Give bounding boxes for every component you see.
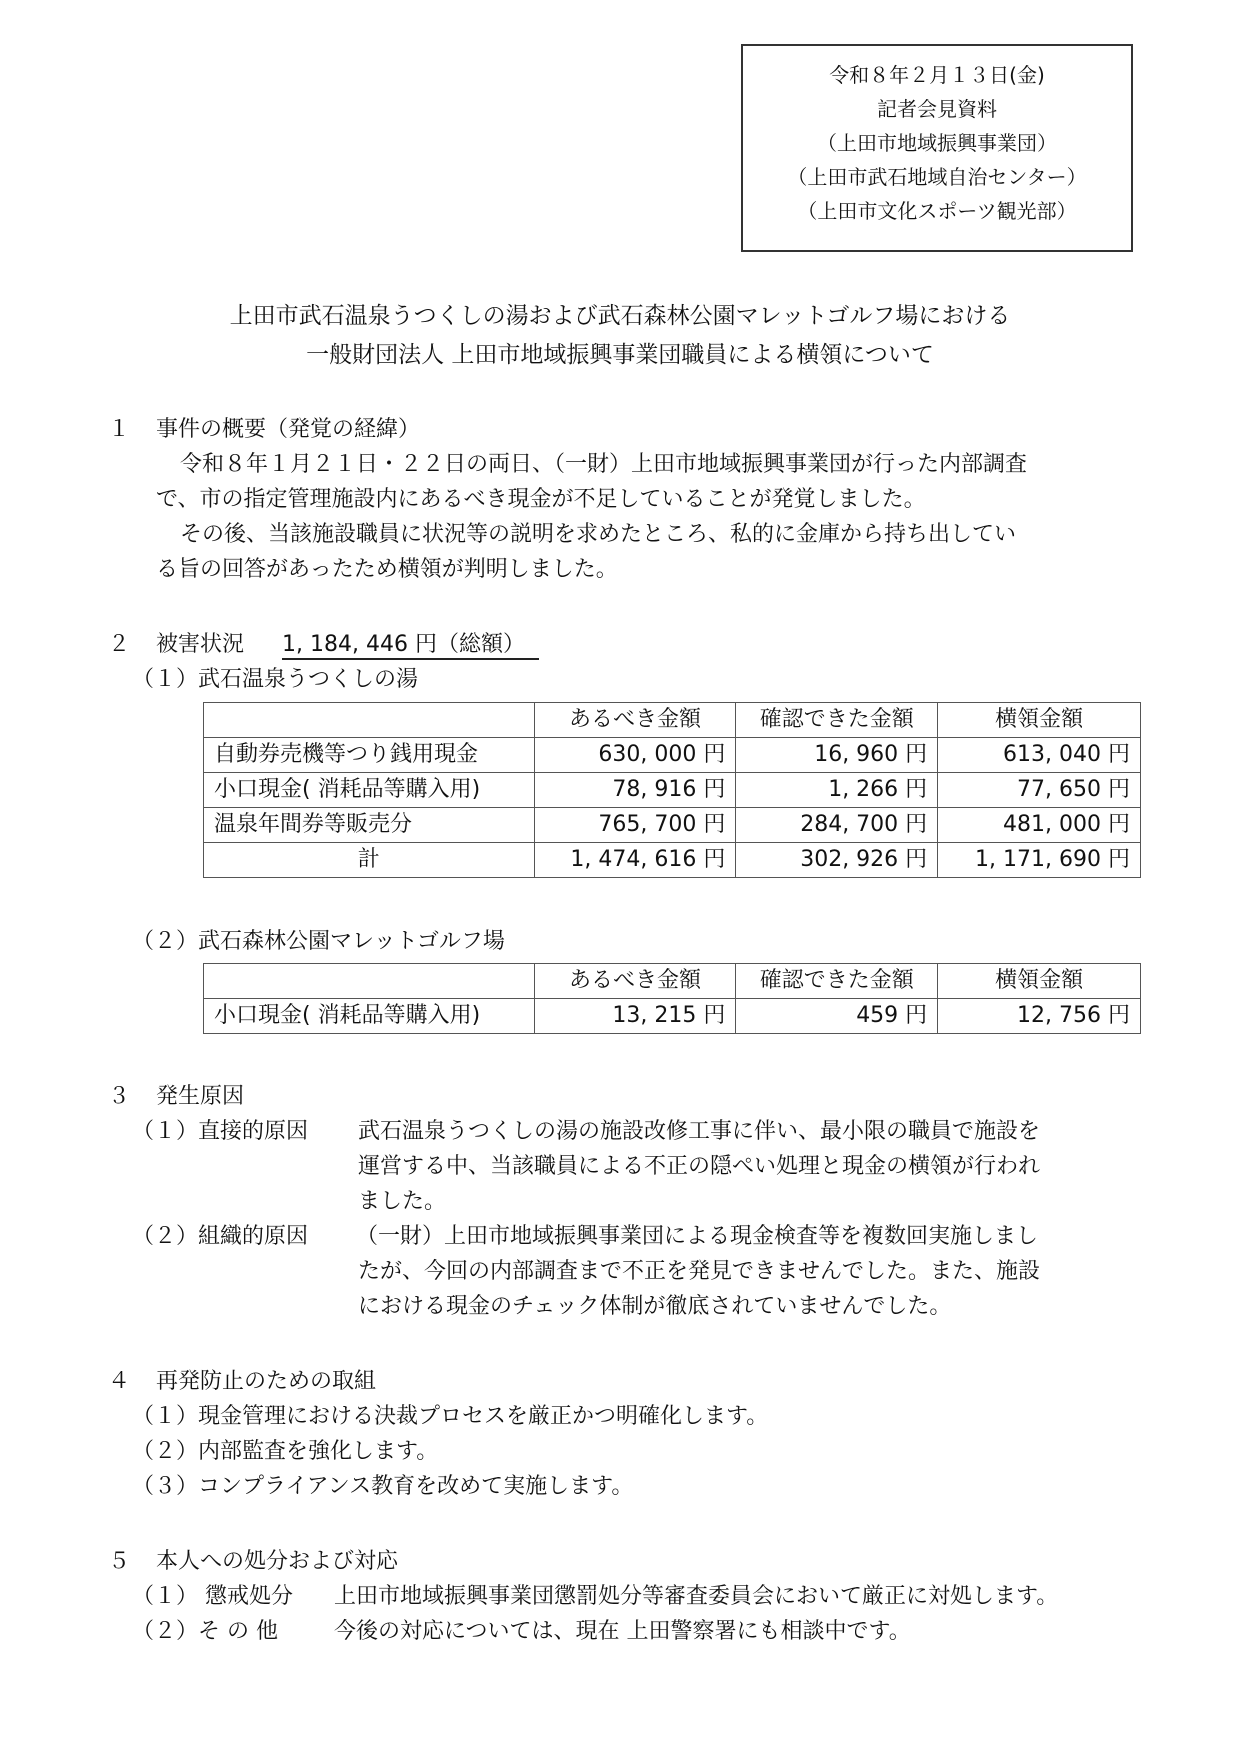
header-embezzled: 横領金額 <box>938 703 1141 738</box>
damage-total: 1, 184, 446 円（総額） <box>282 632 525 660</box>
table-row <box>204 808 1141 843</box>
other-label: （２）そ の 他 <box>132 1619 278 1644</box>
section1-paragraph2-line1: その後、当該施設職員に状況等の説明を求めたところ、私的に金庫から持ち出してい <box>180 522 1017 547</box>
cell-embezzled: 77, 650 円 <box>938 773 1141 808</box>
cause-organizational-label: （２）組織的原因 <box>132 1224 309 1249</box>
cell-confirmed: 1, 266 円 <box>736 773 938 808</box>
section1-paragraph1-line2: で、市の指定管理施設内にあるべき現金が不足していることが発覚しました。 <box>156 487 926 512</box>
title-line-2: 一般財団法人 上田市地域振興事業団職員による横領について <box>306 342 934 368</box>
cell-expected: 1, 474, 616 円 <box>534 843 736 878</box>
header-confirmed: 確認できた金額 <box>736 964 938 999</box>
header-confirmed: 確認できた金額 <box>736 703 938 738</box>
cell-expected: 13, 215 円 <box>534 999 736 1034</box>
document-type: 記者会見資料 <box>877 97 997 121</box>
cause-direct-line2: 運営する中、当該職員による不正の隠ぺい処理と現金の横領が行われ <box>358 1154 1041 1179</box>
subsection-golf-label: （２）武石森林公園マレットゴルフ場 <box>132 929 505 954</box>
prevention-item-3: （３）コンプライアンス教育を改めて実施します。 <box>132 1474 634 1499</box>
row-label: 温泉年間券等販売分 <box>204 808 535 843</box>
header-expected: あるべき金額 <box>534 964 736 999</box>
golf-damage-table <box>203 963 1141 1034</box>
cell-expected: 630, 000 円 <box>534 738 736 773</box>
section1-paragraph1-line1: 令和８年１月２１日・２２日の両日、（一財）上田市地域振興事業団が行った内部調査 <box>180 452 1028 477</box>
cause-direct-line1: 武石温泉うつくしの湯の施設改修工事に伴い、最小限の職員で施設を <box>358 1119 1041 1144</box>
header-cell-blank <box>204 703 535 738</box>
table-row <box>204 738 1141 773</box>
cause-direct-label: （１）直接的原因 <box>132 1119 309 1144</box>
table-total-row <box>204 843 1141 878</box>
section5-number: ５ <box>108 1549 131 1574</box>
cell-embezzled: 613, 040 円 <box>938 738 1141 773</box>
row-label: 小口現金( 消耗品等購入用) <box>204 773 535 808</box>
table-row <box>204 773 1141 808</box>
row-label-total: 計 <box>204 843 535 878</box>
row-label: 自動券売機等つり銭用現金 <box>204 738 535 773</box>
header-expected: あるべき金額 <box>534 703 736 738</box>
cell-confirmed: 16, 960 円 <box>736 738 938 773</box>
cell-expected: 765, 700 円 <box>534 808 736 843</box>
press-date: 令和８年２月１３日(金) <box>829 63 1045 87</box>
header-embezzled: 横領金額 <box>938 964 1141 999</box>
cell-confirmed: 459 円 <box>736 999 938 1034</box>
cause-organizational-line2: たが、今回の内部調査まで不正を発見できませんでした。また、施設 <box>358 1259 1041 1284</box>
cell-embezzled: 481, 000 円 <box>938 808 1141 843</box>
section3-number: ３ <box>108 1084 131 1109</box>
section4-heading: 再発防止のための取組 <box>156 1369 377 1394</box>
organization-1: （上田市地域振興事業団） <box>817 131 1057 155</box>
header-cell-blank <box>204 964 535 999</box>
section2-heading: 被害状況 <box>156 632 245 657</box>
press-info-box <box>741 44 1133 252</box>
section5-heading: 本人への処分および対応 <box>156 1549 399 1574</box>
section1-heading: 事件の概要（発覚の経緯） <box>156 417 421 442</box>
cell-embezzled: 1, 171, 690 円 <box>938 843 1141 878</box>
disciplinary-label: （１） 懲戒処分 <box>132 1584 293 1609</box>
organization-2: （上田市武石地域自治センター） <box>787 165 1087 189</box>
section2-number: ２ <box>108 632 131 657</box>
cell-confirmed: 284, 700 円 <box>736 808 938 843</box>
other-text: 今後の対応については、現在 上田警察署にも相談中です。 <box>334 1619 911 1644</box>
cause-direct-line3: ました。 <box>358 1189 447 1214</box>
table-row <box>204 999 1141 1034</box>
section1-number: １ <box>108 417 131 442</box>
section1-paragraph2-line2: る旨の回答があったため横領が判明しました。 <box>156 557 618 582</box>
prevention-item-2: （２）内部監査を強化します。 <box>132 1439 439 1464</box>
cause-organizational-line1: （一財）上田市地域振興事業団による現金検査等を複数回実施しまし <box>356 1224 1039 1249</box>
section4-number: ４ <box>108 1369 131 1394</box>
disciplinary-text: 上田市地域振興事業団懲罰処分等審査委員会において厳正に対処します。 <box>334 1584 1059 1609</box>
title-line-1: 上田市武石温泉うつくしの湯および武石森林公園マレットゴルフ場における <box>229 303 1011 329</box>
section3-heading: 発生原因 <box>156 1084 245 1109</box>
table-header-row <box>204 703 1141 738</box>
table-header-row <box>204 964 1141 999</box>
onsen-damage-table <box>203 702 1141 878</box>
row-label: 小口現金( 消耗品等購入用) <box>204 999 535 1034</box>
cell-embezzled: 12, 756 円 <box>938 999 1141 1034</box>
prevention-item-1: （１）現金管理における決裁プロセスを厳正かつ明確化します。 <box>132 1404 769 1429</box>
cell-expected: 78, 916 円 <box>534 773 736 808</box>
cause-organizational-line3: における現金のチェック体制が徹底されていませんでした。 <box>358 1294 952 1319</box>
cell-confirmed: 302, 926 円 <box>736 843 938 878</box>
organization-3: （上田市文化スポーツ観光部） <box>797 199 1077 223</box>
subsection-onsen-label: （１）武石温泉うつくしの湯 <box>132 667 419 692</box>
